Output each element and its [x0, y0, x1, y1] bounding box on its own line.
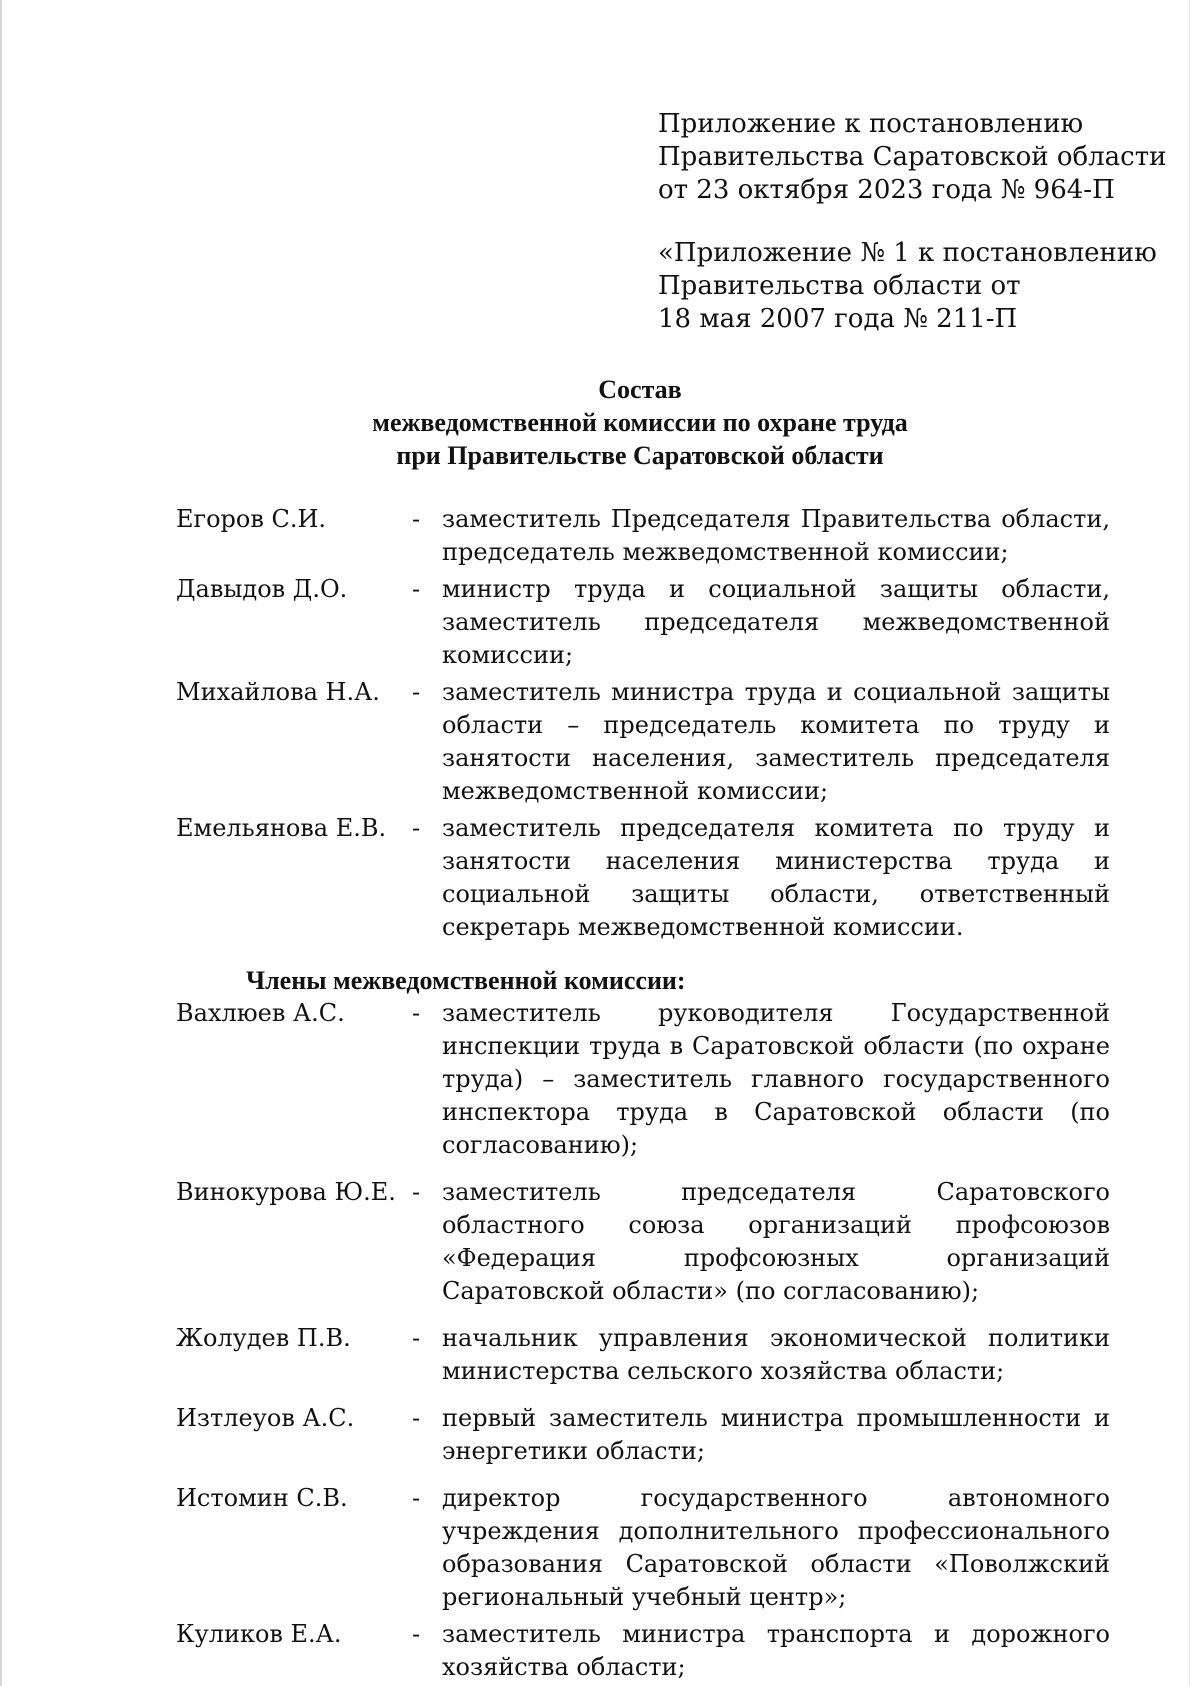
dash-separator: -: [412, 575, 421, 603]
member-name: Вахлюев А.С.: [176, 999, 345, 1027]
member-name: Егоров С.И.: [176, 505, 327, 533]
member-position: заместитель председателя Саратовского областного союза организаций профсоюзов «Федерация профсоюзных организаций Саратовской области» (по согласованию);: [442, 1178, 1110, 1305]
member-position: заместитель министра транспорта и дорожного хозяйства области;: [442, 1620, 1110, 1681]
dash-separator: -: [412, 1620, 421, 1648]
list-item: [176, 997, 1112, 1162]
member-position: заместитель руководителя Государственной инспекции труда в Саратовской области (по охране труда) – заместитель главного государственного инспектора труда в Саратовской области (по согласованию);: [442, 999, 1110, 1159]
list-item: [176, 812, 1112, 944]
member-name: Изтлеуов А.С.: [176, 1404, 355, 1432]
document-title: [0, 373, 1200, 472]
member-position: директор государственного автономного учреждения дополнительного профессионального образования Саратовской области «Поволжский региональный учебный центр»;: [442, 1484, 1110, 1611]
member-name: Михайлова Н.А.: [176, 678, 380, 706]
dash-separator: -: [412, 1404, 421, 1432]
list-item: [176, 1322, 1112, 1388]
appendix-line: Правительства Саратовской области: [658, 142, 1167, 172]
member-position: министр труда и социальной защиты области, заместитель председателя межведомственной комиссии;: [442, 575, 1110, 669]
dash-separator: -: [412, 1484, 421, 1512]
dash-separator: -: [412, 1178, 421, 1206]
appendix-block: [658, 108, 1178, 336]
list-item: [176, 1618, 1112, 1684]
appendix-line: Приложение к постановлению: [658, 109, 1084, 139]
commission-list: [176, 503, 1112, 1684]
list-item: [176, 503, 1112, 569]
list-item: [176, 573, 1112, 672]
member-position: начальник управления экономической политики министерства сельского хозяйства области;: [442, 1324, 1110, 1385]
dash-separator: -: [412, 999, 421, 1027]
reference-line: Правительства области от: [658, 271, 1021, 301]
dash-separator: -: [412, 505, 421, 533]
member-position: первый заместитель министра промышленности и энергетики области;: [442, 1404, 1110, 1465]
appendix-line: от 23 октября 2023 года № 964-П: [658, 175, 1115, 205]
list-item: [176, 1402, 1112, 1468]
list-item: [176, 676, 1112, 808]
dash-separator: -: [412, 1324, 421, 1352]
member-name: Жолудев П.В.: [176, 1324, 351, 1352]
member-name: Истомин С.В.: [176, 1484, 348, 1512]
title-line: межведомственной комиссии по охране труда: [372, 408, 908, 437]
scan-edge-left: [0, 0, 2, 1686]
member-name: Емельянова Е.В.: [176, 814, 387, 842]
title-line: Состав: [598, 375, 682, 404]
list-item: [176, 1482, 1112, 1614]
member-name: Куликов Е.А.: [176, 1620, 342, 1648]
members-heading: Члены межведомственной комиссии:: [246, 966, 686, 995]
member-position: заместитель Председателя Правительства области, председатель межведомственной комиссии;: [442, 505, 1110, 566]
list-item: [176, 1176, 1112, 1308]
member-name: Винокурова Ю.Е.: [176, 1178, 396, 1206]
reference-line: «Приложение № 1 к постановлению: [658, 238, 1157, 268]
dash-separator: -: [412, 814, 421, 842]
member-position: заместитель министра труда и социальной защиты области – председатель комитета по труду и занятости населения, заместитель председателя межведомственной комиссии;: [442, 678, 1110, 805]
reference-line: 18 мая 2007 года № 211-П: [658, 304, 1018, 334]
title-line: при Правительстве Саратовской области: [396, 441, 884, 470]
dash-separator: -: [412, 678, 421, 706]
member-name: Давыдов Д.О.: [176, 575, 348, 603]
member-position: заместитель председателя комитета по труду и занятости населения министерства труда и социальной защиты области, ответственный секретарь межведомственной комиссии.: [442, 814, 1110, 941]
scan-edge-right: [1189, 0, 1190, 1686]
